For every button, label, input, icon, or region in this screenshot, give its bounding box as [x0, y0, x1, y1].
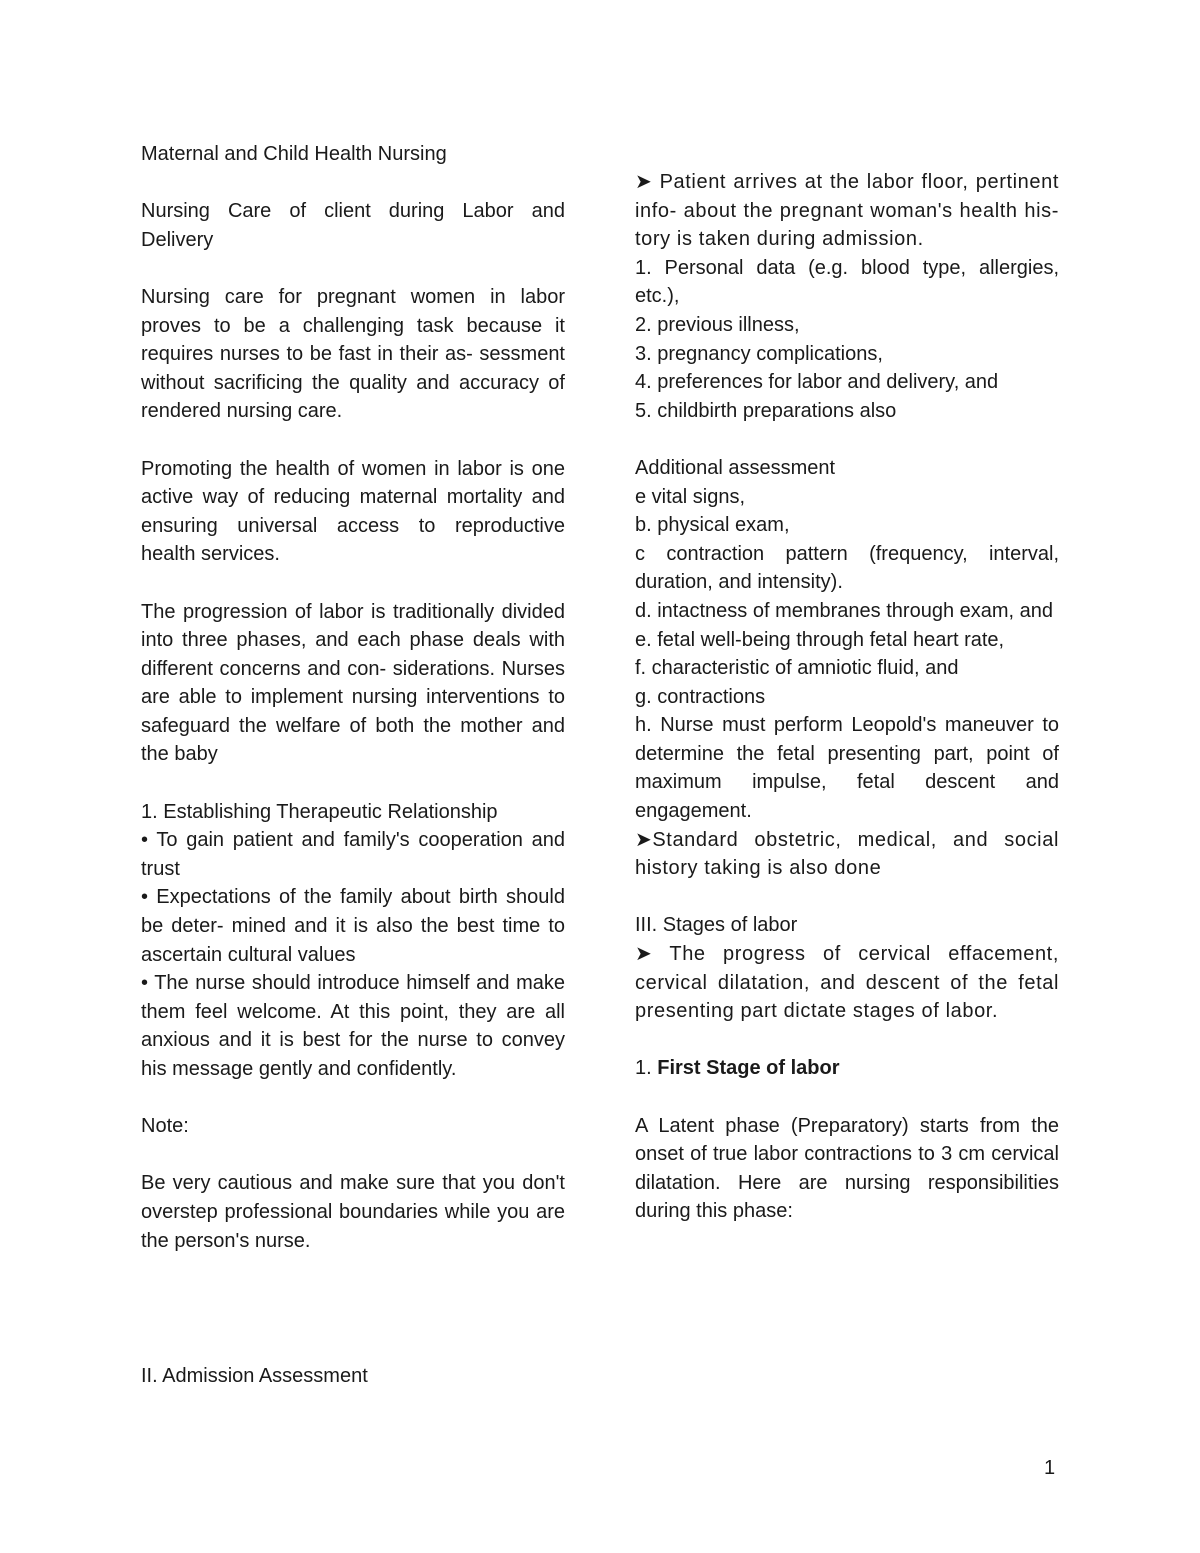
- page-number: 1: [1044, 1457, 1056, 1479]
- progression-paragraph: The progression of labor is traditionally divided into three phases, and each phase deals with different concerns and con- siderations. Nurses are able to implement nursing interventions to safeguard the welfare of both the mother and the baby: [141, 600, 565, 766]
- assessment-item: e vital signs,: [635, 485, 746, 508]
- arrival-paragraph: ➤ Patient arrives at the labor floor, pertinent info- about the pregnant woman's health his- tory is taken during admission.: [635, 171, 1059, 251]
- latent-phase-paragraph: A Latent phase (Preparatory) starts from the onset of true labor contractions to 3 cm cervical dilatation. Here are nursing responsibilities during this phase:: [635, 1114, 1059, 1223]
- promoting-paragraph: Promoting the health of women in labor is one active way of reducing maternal mortality and ensuring universal access to reproductive health services.: [141, 457, 565, 566]
- assessment-item: h. Nurse must perform Leopold's maneuver to determine the fetal presenting part, point of maximum impulse, fetal descent and engagement.: [635, 714, 1059, 823]
- stages-heading: III. Stages of labor: [635, 914, 798, 937]
- section-heading-admission: II. Admission Assessment: [141, 1365, 368, 1387]
- additional-assessment-heading: Additional assessment: [635, 456, 836, 479]
- document-subtitle: Nursing Care of client during Labor and Delivery: [141, 200, 565, 251]
- section-heading-therapeutic: 1. Establishing Therapeutic Relationship: [141, 800, 498, 823]
- assessment-item: c contraction pattern (frequency, interval, duration, and intensity).: [635, 542, 1059, 594]
- bullet-item: • Expectations of the family about birth should be deter- mined and it is also the best time to ascertain cultural values: [141, 886, 565, 966]
- history-item: 4. preferences for labor and delivery, and: [635, 371, 999, 394]
- document-title: Maternal and Child Health Nursing: [141, 143, 447, 165]
- stages-paragraph: ➤ The progress of cervical effacement, cervical dilatation, and descent of the fetal presenting part dictate stages of labor.: [635, 943, 1059, 1023]
- right-column: [635, 168, 1059, 1226]
- history-item: 3. pregnancy complications,: [635, 342, 883, 365]
- assessment-item: b. physical exam,: [635, 514, 790, 537]
- assessment-item: e. fetal well-being through fetal heart rate,: [635, 628, 1005, 651]
- note-label: Note:: [141, 1115, 189, 1138]
- first-stage-heading: [635, 1054, 1059, 1083]
- bullet-item: • The nurse should introduce himself and make them feel welcome. At this point, they are all anxious and it is best for the nurse to convey his message gently and confidently.: [141, 972, 565, 1080]
- history-item: 2. previous illness,: [635, 313, 800, 336]
- left-column: [141, 140, 565, 1255]
- first-stage-title: First Stage of labor: [657, 1057, 840, 1080]
- first-stage-number: 1.: [635, 1057, 652, 1080]
- bullet-item: • To gain patient and family's cooperation and trust: [141, 829, 565, 880]
- note-text: Be very cautious and make sure that you don't overstep professional boundaries while you are the person's nurse.: [141, 1172, 565, 1252]
- history-item: 1. Personal data (e.g. blood type, allergies, etc.),: [635, 256, 1059, 308]
- assessment-item: f. characteristic of amniotic fluid, and: [635, 657, 959, 680]
- intro-paragraph: Nursing care for pregnant women in labor proves to be a challenging task because it requires nurses to be fast in their as- sessment without sacrificing the quality and accuracy of rendered nursing care.: [141, 285, 565, 423]
- assessment-item: g. contractions: [635, 685, 766, 708]
- assessment-item: d. intactness of membranes through exam, and: [635, 599, 1054, 622]
- standard-history-paragraph: ➤Standard obstetric, medical, and social history taking is also done: [635, 828, 1059, 880]
- history-item: 5. childbirth preparations also: [635, 399, 897, 422]
